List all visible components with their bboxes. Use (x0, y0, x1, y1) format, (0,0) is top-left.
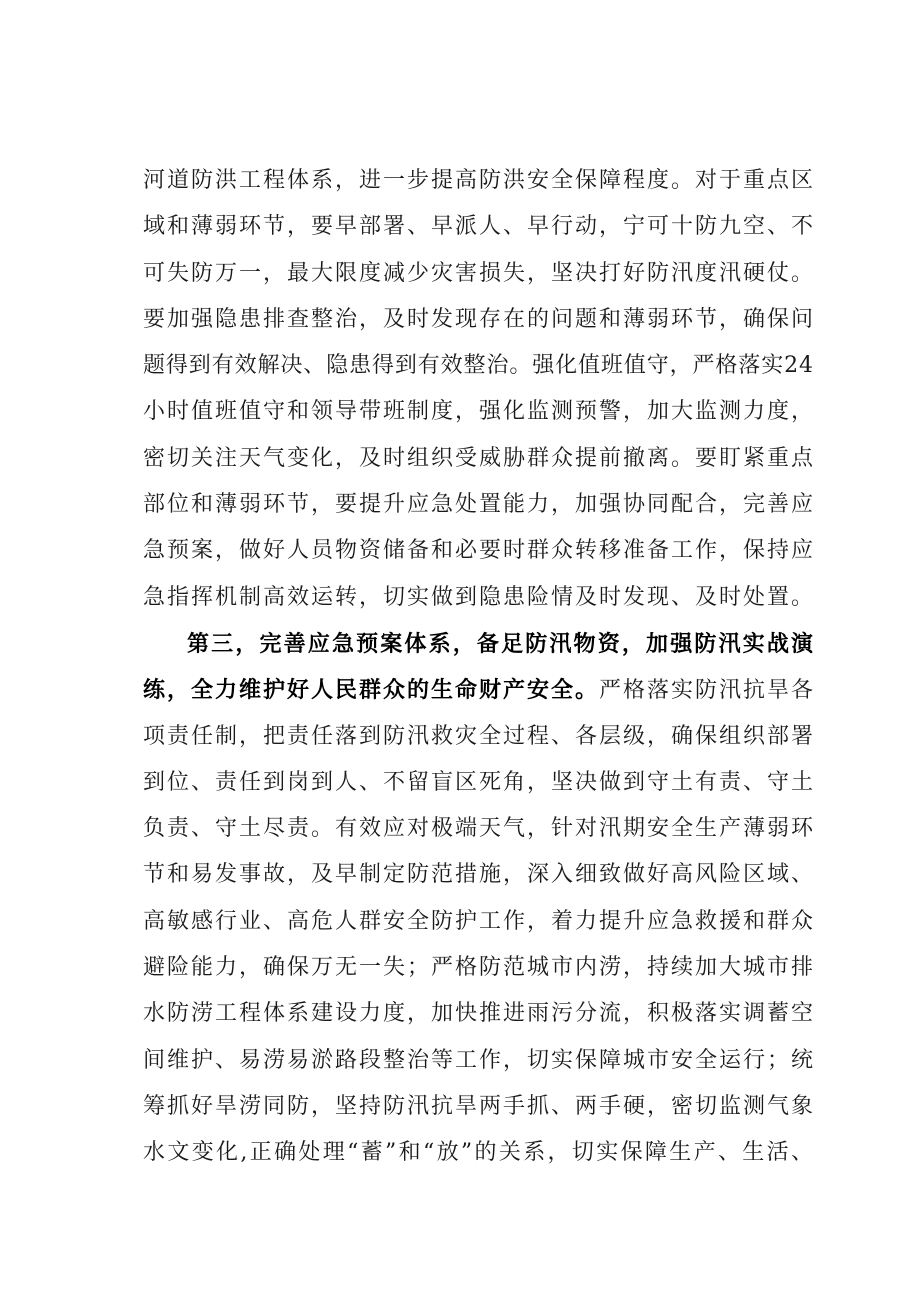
text-line: 间维护、易涝易淤路段整治等工作，切实保障城市安全运行；统 (143, 1047, 815, 1073)
text-line: 水防涝工程体系建设力度，加快推进雨污分流，积极落实调蓄空 (143, 1001, 815, 1027)
text-line: 急指挥机制高效运转，切实做到隐患险情及时发现、及时处置。 (143, 584, 815, 610)
text-line: 避险能力，确保万无一失；严格防范城市内涝，持续加大城市排 (143, 955, 815, 981)
text-line: 筹抓好旱涝同防，坚持防汛抗旱两手抓、两手硬，密切监测气象 (143, 1093, 815, 1119)
text-line: 题得到有效解决、隐患得到有效整治。强化值班值守，严格落实24 (143, 353, 814, 379)
text-line: 要加强隐患排查整治，及时发现存在的问题和薄弱环节，确保问 (143, 306, 815, 332)
text-line: 河道防洪工程体系，进一步提高防洪安全保障程度。对于重点区 (143, 168, 815, 193)
body-text (143, 158, 816, 1177)
section-heading: 第三，完善应急预案体系，备足防汛物资，加强防汛实战演 (187, 630, 816, 657)
text-line: 可失防万一，最大限度减少灾害损失，坚决打好防汛度汛硬仗。 (143, 260, 815, 286)
section-heading-cont: 练，全力维护好人民群众的生命财产安全。 (143, 677, 599, 704)
text-line: 到位、责任到岗到人、不留盲区死角，坚决做到守土有责、守土 (143, 769, 815, 795)
text-line: 小时值班值守和领导带班制度，强化监测预警，加大监测力度， (143, 399, 815, 425)
text-line: 节和易发事故，及早制定防范措施，深入细致做好高风险区域、 (143, 862, 815, 888)
section-heading-line (143, 621, 816, 667)
text-line: 负责、守土尽责。有效应对极端天气，针对汛期安全生产薄弱环 (143, 816, 815, 842)
text-line: 域和薄弱环节，要早部署、早派人、早行动，宁可十防九空、不 (143, 214, 815, 240)
text-line: 急预案，做好人员物资储备和必要时群众转移准备工作，保持应 (143, 538, 815, 564)
text-line: 密切关注天气变化，及时组织受威胁群众提前撤离。要盯紧重点 (143, 445, 815, 471)
text-line: 项责任制，把责任落到防汛救灾全过程、各层级，确保组织部署 (143, 723, 815, 749)
text-line: 部位和薄弱环节，要提升应急处置能力，加强协同配合，完善应 (143, 492, 815, 518)
text-line: 水文变化,正确处理“蓄”和“放”的关系，切实保障生产、生活、 (143, 1140, 816, 1166)
mixed-line: 练，全力维护好人民群众的生命财产安全。严格落实防汛抗旱各 (143, 667, 815, 713)
text-line (143, 667, 813, 713)
text-line: 高敏感行业、高危人群安全防护工作，着力提升应急救援和群众 (143, 908, 815, 934)
